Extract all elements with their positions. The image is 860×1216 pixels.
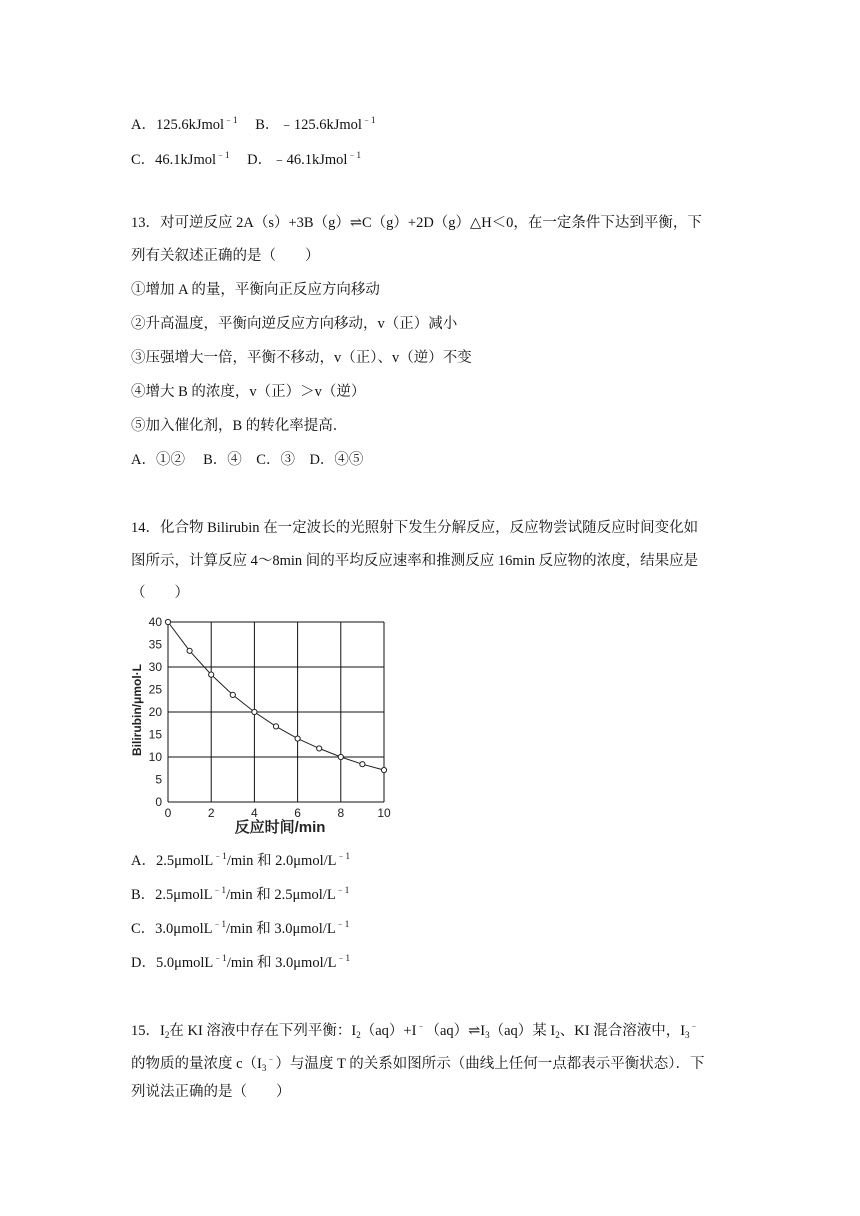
q12-options-row-2 [131,145,361,170]
data-point [381,767,386,772]
q12-option-c: C．46.1kJmol$^{﹣1}$ [131,150,230,168]
series-line [168,622,384,770]
x-tick-label: 8 [337,806,345,820]
q14-option-c: C．3.0μmolL$^{﹣1}$/min 和 $3.0\mu mol/L^{﹣1}$ [131,919,350,937]
y-tick-label: 20 [148,705,162,719]
data-point [317,746,322,751]
q14-stem-line-2: 图所示，计算反应 4～8min 间的平均反应速率和推测反应 16min 反应物的浓度，结果应是 [131,553,699,569]
data-point [187,648,192,653]
bilirubin-chart [128,606,398,838]
q14-stem-line-3: （ ） [131,585,189,601]
y-tick-label: 10 [148,750,162,764]
y-axis-label: Bilirubin/μmol·L [130,664,144,756]
q13-stem-line-2: 列有关叙述正确的是（ ） [131,248,320,264]
q12-option-b: B．﹣125.6kJmol$^{﹣1}$ [255,115,376,133]
x-axis-label: 反应时间/min [234,819,326,836]
data-point [230,692,235,697]
q13-item-3: ③压强增大一倍，平衡不移动，v（正）、v（逆）不变 [131,350,472,366]
chart-points-layer [165,619,386,772]
chart-grid [168,622,384,802]
q14-option-a: A．2.5μmolL$^{﹣1}$/min 和 $2.0\mu mol/L^{﹣1}$ [131,851,351,869]
y-tick-label: 35 [148,637,162,652]
x-tick-label: 0 [164,806,172,820]
q12-option-d: D．﹣46.1kJmol$^{﹣1}$ [247,150,361,168]
data-point [252,709,257,714]
y-tick-label: 40 [148,615,162,629]
q15-stem-line-2: 的物质的量浓度 $c(I_3^﹣)$与温度 T 的关系如图所示（曲线上任何一点都表示平衡状态）．下 [131,1054,705,1073]
q15-stem-line-3: 列说法正确的是（ ） [131,1084,291,1100]
x-tick-label: 6 [294,806,301,820]
q13-options: A．①② B．④ C．③ D．④⑤ [131,452,364,468]
data-point [165,619,170,624]
q13-stem-line-1: 13．对可逆反应 2A（s）+3B（g）⇌C（g）+2D（g）△H＜0，在一定条件下达到平衡，下 [131,215,702,231]
x-tick-label: 4 [251,806,258,820]
q13-item-1: ①增加 A 的量，平衡向正反应方向移动 [131,282,380,298]
q12-options-row-1 [131,110,375,135]
data-point [273,724,278,729]
chart-curve-layer [168,622,384,770]
q14-option-d: D．5.0μmolL$^{﹣1}$/min 和 $3.0\mu mol/L^{﹣1}$ [131,953,351,971]
q14-stem-line-1: 14．化合物 Bilirubin 在一定波长的光照射下发生分解反应，反应物尝试随反应时间变化如 [131,520,699,536]
q15-stem-line-1: 15．$I_2$在 KI 溶液中存在下列平衡：$I_2(aq)+I^﹣(aq)\rightleftharpoons I_3(aq)$某 $I_2$、KI 混合溶液中，$I_3^﹣$ [131,1021,699,1040]
data-point [209,672,214,677]
q13-item-5: ⑤加入催化剂，B 的转化率提高． [131,418,348,434]
data-point [338,754,343,759]
q13-item-4: ④增大 B 的浓度，v（正）＞v（逆） [131,384,366,400]
y-tick-label: 25 [148,682,162,697]
data-point [360,762,365,767]
q14-option-b: B．2.5μmolL$^{﹣1}$/min 和 $2.5\mu mol/L^{﹣1}$ [131,885,350,903]
q12-option-a: A．125.6kJmol$^{﹣1}$ [131,115,238,133]
chart-ticks-layer [149,615,391,820]
x-tick-label: 10 [377,806,391,820]
y-tick-label: 5 [155,772,162,787]
y-tick-label: 0 [155,795,162,809]
data-point [295,736,300,741]
x-tick-label: 2 [207,806,215,820]
q13-item-2: ②升高温度，平衡向逆反应方向移动，v（正）减小 [131,316,458,332]
y-tick-label: 15 [148,727,162,742]
y-tick-label: 30 [148,660,162,674]
